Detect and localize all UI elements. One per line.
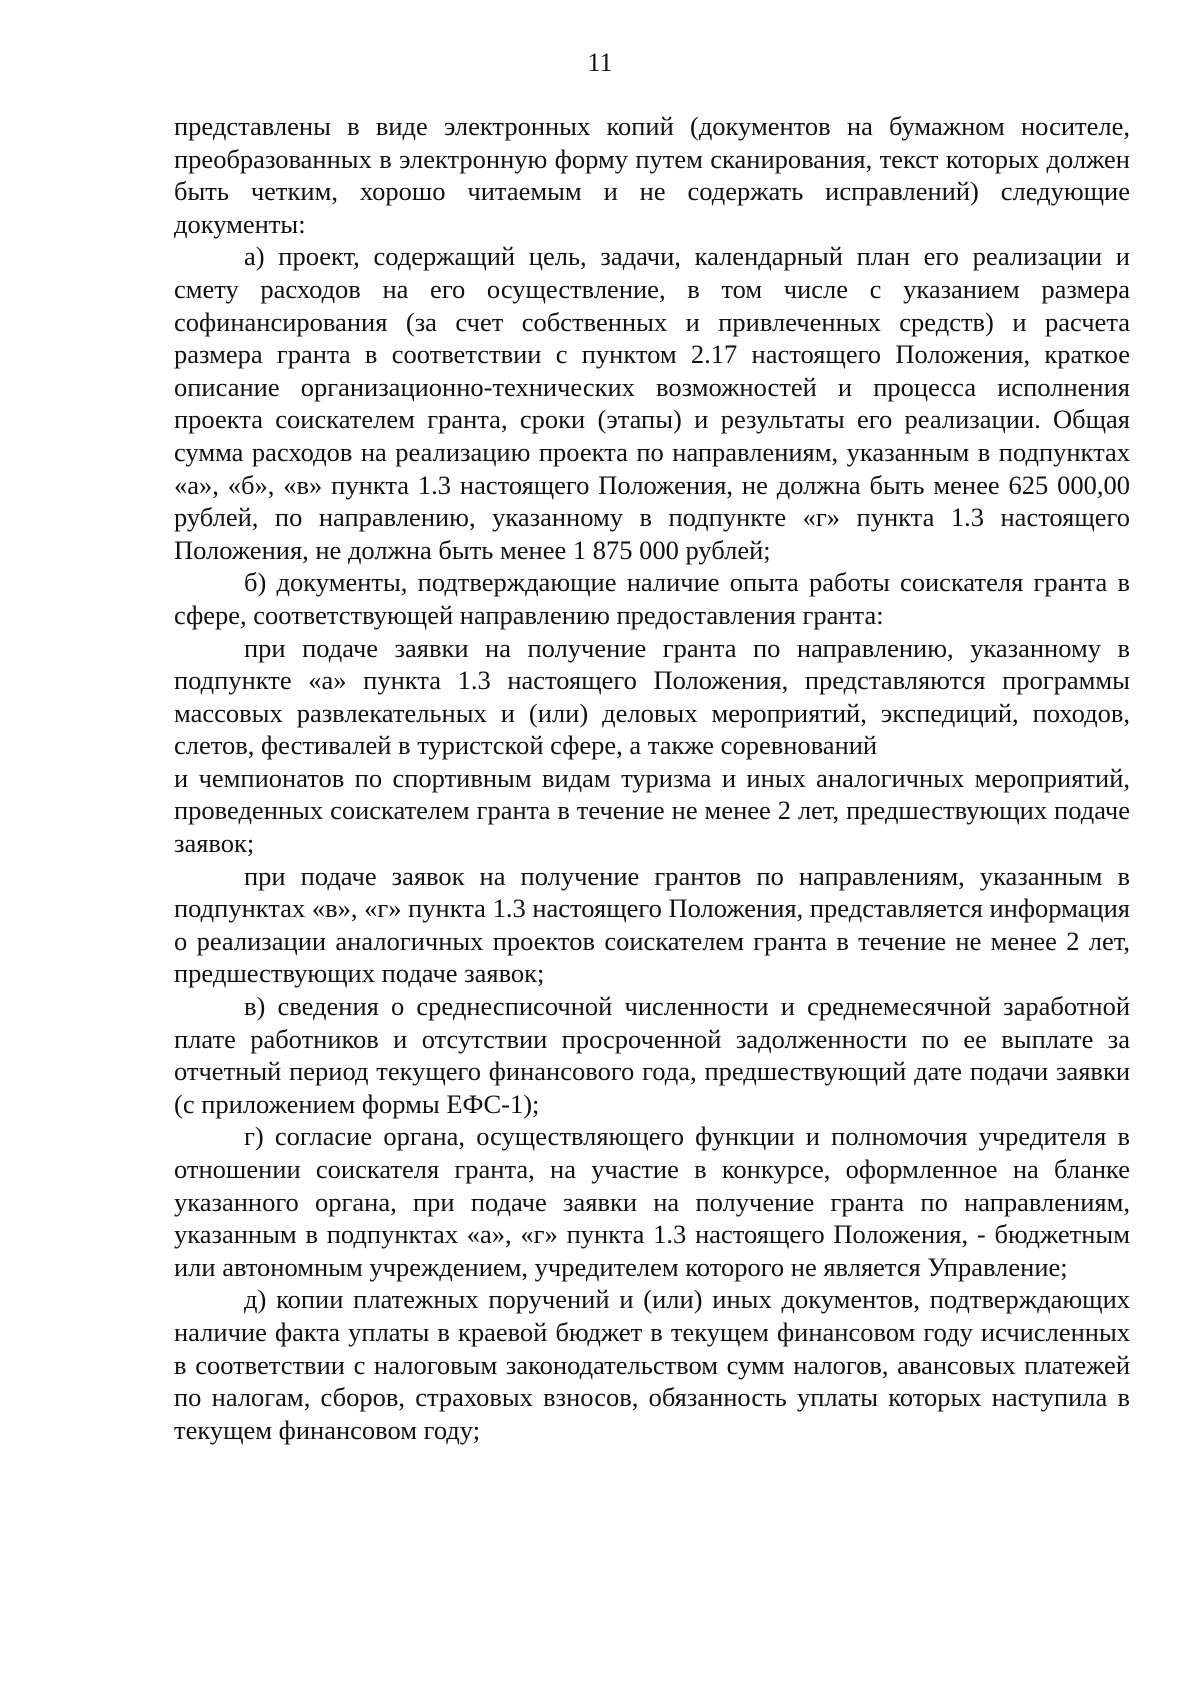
paragraph-item-b-direction-v-g: при подаче заявок на получение грантов по направлениям, указанным в подпунктах «в», «г» пункта 1.3 настоящего Положения, представляется информация о реализации аналогичных проектов соискателем гранта в течение не менее 2 лет, предшествующих подаче заявок; (174, 860, 1130, 989)
paragraph-item-d: д) копии платежных поручений и (или) иных документов, подтверждающих наличие факта уплаты в краевой бюджет в текущем финансовом году исчисленных в соответствии с налоговым законодательством сумм налогов, авансовых платежей по налогам, сборов, страховых взносов, обязанность уплаты которых наступила в текущем финансовом году; (174, 1284, 1130, 1445)
paragraph-item-b-continuation: и чемпионатов по спортивным видам туризма и иных аналогичных мероприятий, проведенных соискателем гранта в течение не менее 2 лет, предшествующих подаче заявок; (174, 762, 1130, 859)
paragraph-item-v: в) сведения о среднесписочной численности и среднемесячной заработной плате работников и отсутствии просроченной задолженности по ее выплате за отчетный период текущего финансового года, предшествующий дате подачи заявки (с приложением формы ЕФС-1); (174, 991, 1130, 1119)
paragraph-intro: представлены в виде электронных копий (документов на бумажном носителе, преобразованных в электронную форму путем сканирования, текст которых должен быть четким, хорошо читаемым и не содержать исправлений) следующие документы: (174, 111, 1130, 239)
paragraph-item-b: б) документы, подтверждающие наличие опыта работы соискателя гранта в сфере, соответствующей направлению предоставления гранта: (174, 567, 1130, 630)
document-body (174, 110, 1130, 1446)
paragraph-item-a: а) проект, содержащий цель, задачи, календарный план его реализации и смету расходов на его осуществление, в том числе с указанием размера софинансирования (за счет собственных и привлеченных средств) и расчета размера гранта в соответствии с пунктом 2.17 настоящего Положения, краткое описание организационно-технических возможностей и процесса исполнения проекта соискателем гранта, сроки (этапы) и результаты его реализации. Общая сумма расходов на реализацию проекта по направлениям, указанным в подпунктах «а», «б», «в» пункта 1.3 настоящего Положения, не должна быть менее 625 000,00 рублей, по направлению, указанному в подпункте «г» пункта 1.3 настоящего Положения, не должна быть менее 1 875 000 рублей; (174, 241, 1130, 565)
paragraph-item-b-direction-a: при подаче заявки на получение гранта по направлению, указанному в подпункте «а» пункта 1.3 настоящего Положения, представляются программы массовых развлекательных и (или) деловых мероприятий, экспедиций, походов, слетов, фестивалей в туристской сфере, а также соревнований (174, 632, 1130, 761)
page-number: 11 (587, 48, 613, 77)
paragraph-item-g: г) согласие органа, осуществляющего функции и полномочия учредителя в отношении соискателя гранта, на участие в конкурсе, оформленное на бланке указанного органа, при подаче заявки на получение гранта по направлениям, указанным в подпунктах «а», «г» пункта 1.3 настоящего Положения, - бюджетным или автономным учреждением, учредителем которого не является Управление; (174, 1121, 1130, 1282)
